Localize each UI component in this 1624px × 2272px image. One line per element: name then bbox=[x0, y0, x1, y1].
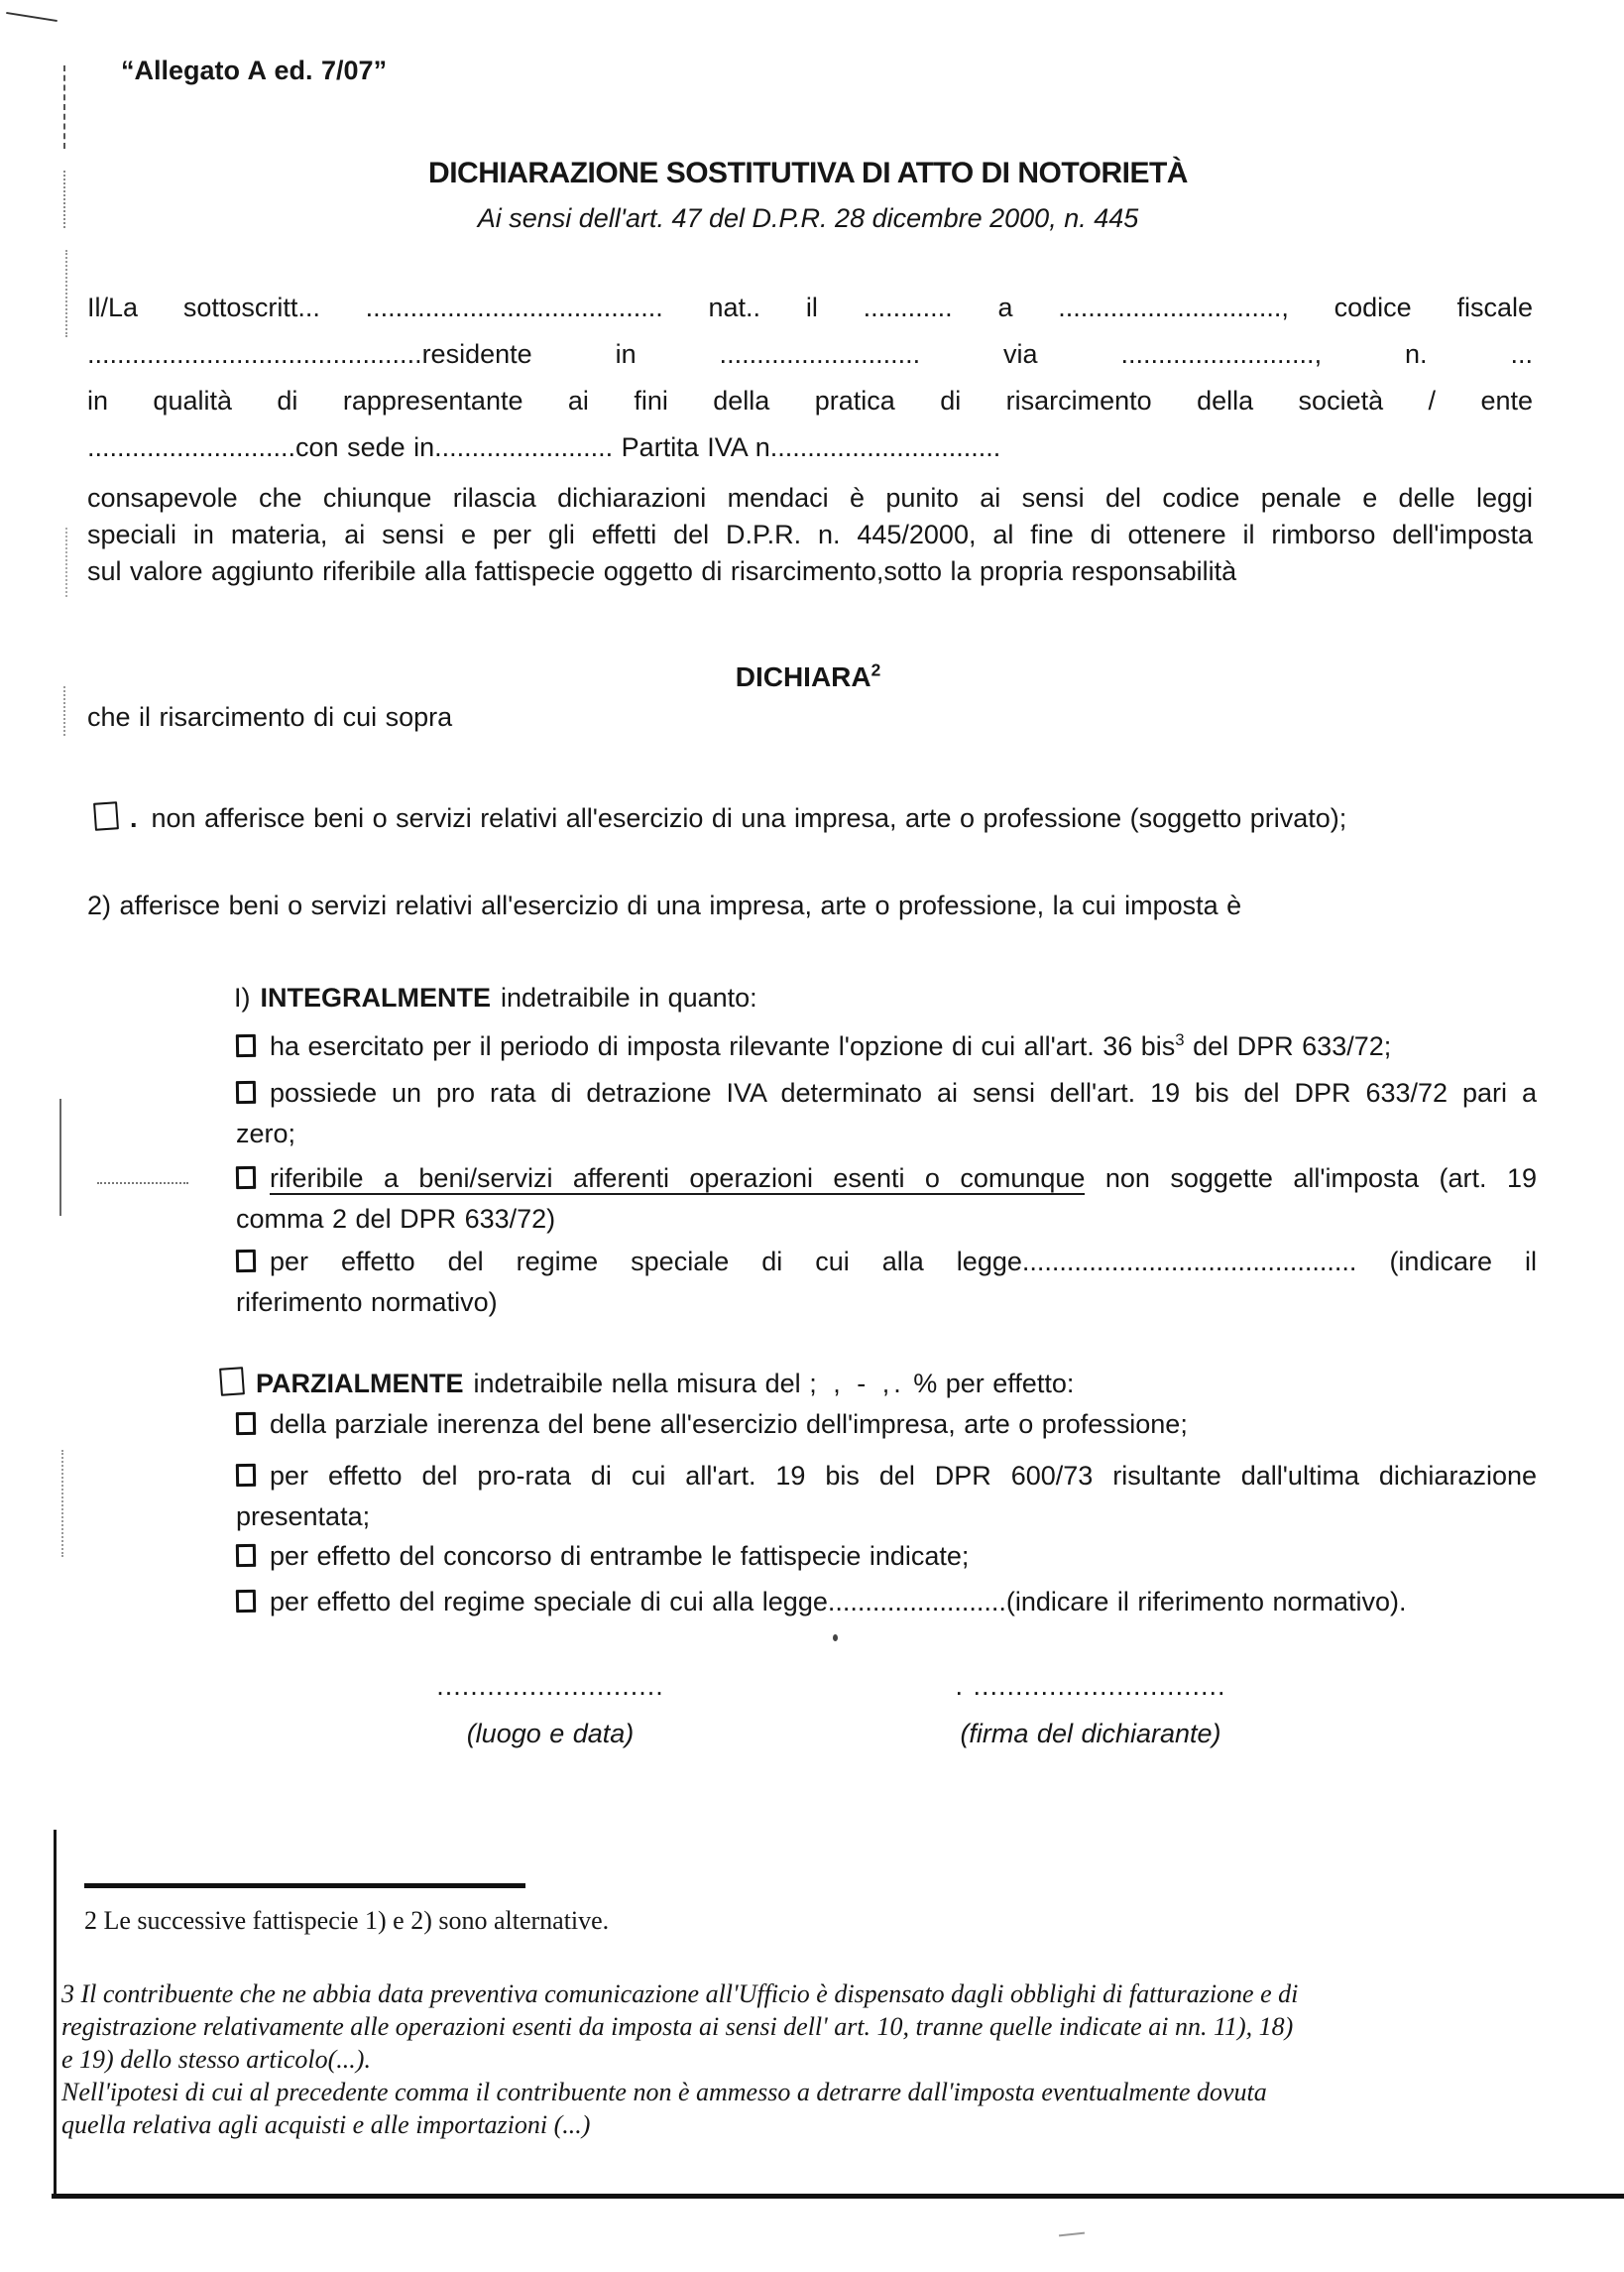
integrally-item-2 bbox=[236, 1073, 1537, 1154]
checkbox-par-3 bbox=[236, 1544, 256, 1567]
int-item4-line2: riferimento normativo) bbox=[236, 1287, 498, 1317]
checkbox-option-private bbox=[93, 801, 119, 831]
declarant-line-role: in qualità di rappresentante ai fini della pratica di risarcimento della società / ente bbox=[87, 386, 1533, 416]
int-item1-pre: ha esercitato per il periodo di imposta rilevante l'opzione di cui all'art. 36 bis bbox=[270, 1031, 1176, 1061]
checkbox-par-4 bbox=[236, 1590, 256, 1613]
page-subtitle: Ai sensi dell'art. 47 del D.P.R. 28 dicembre 2000, n. 445 bbox=[477, 203, 1139, 233]
footnote-2: 2 Le successive fattispecie 1) e 2) sono alternative. bbox=[84, 1906, 610, 1935]
integrally-num: I) bbox=[234, 983, 251, 1013]
declarant-block bbox=[87, 285, 1533, 471]
partially-item-2 bbox=[236, 1456, 1537, 1537]
int-item3-line2: comma 2 del DPR 633/72) bbox=[236, 1204, 556, 1234]
declarant-line-name: Il/La sottoscritt... ........................................ nat.. il ............ a .............................., codice fiscale bbox=[87, 293, 1533, 322]
footnote-3-line-4: Nell'ipotesi di cui al precedente comma il contribuente non è ammesso a detrarre dall'imposta eventualmente dovuta bbox=[61, 2078, 1267, 2106]
option-private-row bbox=[94, 799, 1532, 834]
declarant-line-company: ............................con sede in........................ Partita IVA n............................... bbox=[87, 432, 1001, 462]
par-item1-text: della parziale inerenza del bene all'esercizio dell'impresa, arte o professione; bbox=[270, 1409, 1188, 1439]
footnote-3 bbox=[61, 1977, 1559, 2141]
footnote-3-line-2: registrazione relativamente alle operazioni esenti da imposta ai sensi dell' art. 10, tranne quelle indicate ai nn. 11), 18) bbox=[61, 2012, 1294, 2041]
partially-keyword: PARZIALMENTE bbox=[256, 1369, 464, 1398]
integrally-rest: indetraibile in quanto: bbox=[501, 983, 757, 1013]
checkbox-dot: . bbox=[130, 803, 138, 833]
scan-line-left-6 bbox=[59, 1099, 61, 1216]
integrally-item-3 bbox=[236, 1158, 1537, 1240]
par-item2-text: per effetto del pro-rata di cui all'art. 19 bis del DPR 600/73 risultante dall'ultima dichiarazione bbox=[270, 1461, 1537, 1491]
checkbox-par-1 bbox=[236, 1412, 256, 1435]
par-item4-text: per effetto del regime speciale di cui alla legge........................(indicare il riferimento normativo). bbox=[270, 1587, 1407, 1616]
scan-line-left-2 bbox=[63, 171, 65, 228]
declaration-heading bbox=[84, 661, 1532, 693]
checkbox-int-3 bbox=[236, 1166, 256, 1189]
par-item2-line2: presentata; bbox=[236, 1501, 371, 1531]
checkbox-partially bbox=[219, 1367, 245, 1396]
partially-heading bbox=[220, 1365, 1535, 1399]
integrally-item-4 bbox=[236, 1242, 1537, 1323]
checkbox-int-4 bbox=[236, 1250, 256, 1272]
footnote-3-line-1: 3 Il contribuente che ne abbia data preventiva comunicazione all'Ufficio è dispensato dagli obblighi di fatturazione e di bbox=[61, 1979, 1299, 2008]
partially-item-4 bbox=[236, 1587, 1537, 1617]
partially-rest-post: % per effetto: bbox=[913, 1369, 1075, 1398]
declarant-line-residence: .............................................residente in ........................... via .........................., n. ... bbox=[87, 339, 1533, 369]
scan-speck-1 bbox=[833, 1634, 838, 1641]
scan-stray-dots bbox=[97, 1182, 188, 1184]
int-item4-line1 bbox=[236, 1242, 1537, 1282]
footnote-3-line-3: e 19) dello stesso articolo(...). bbox=[61, 2045, 371, 2074]
int-item4-text: per effetto del regime speciale di cui alla legge............................................. (indicare il bbox=[270, 1247, 1537, 1276]
scan-mark-topleft bbox=[6, 12, 58, 22]
scan-speck-2 bbox=[1059, 2232, 1085, 2237]
partially-item-1 bbox=[236, 1409, 1537, 1440]
checkbox-par-2 bbox=[236, 1464, 256, 1487]
int-item2-text: possiede un pro rata di detrazione IVA determinato ai sensi dell'art. 19 bis del DPR 633/72 pari a bbox=[270, 1078, 1537, 1108]
footnote-ref-3: 3 bbox=[1175, 1030, 1185, 1049]
integrally-heading bbox=[234, 983, 757, 1014]
oath-line-2: speciali in materia, ai sensi e per gli effetti del D.P.R. n. 445/2000, al fine di ottenere il rimborso dell'imposta bbox=[87, 520, 1533, 549]
footnote-ref-2: 2 bbox=[870, 659, 881, 680]
partially-rest-pre: indetraibile nella misura del bbox=[473, 1369, 801, 1398]
par-item2-line1 bbox=[236, 1456, 1537, 1496]
declaration-lead: che il risarcimento di cui sopra bbox=[87, 702, 453, 732]
oath-paragraph bbox=[87, 480, 1533, 590]
scan-line-left-7 bbox=[61, 1450, 63, 1557]
page-title: DICHIARAZIONE SOSTITUTIVA DI ATTO DI NOTORIETÀ bbox=[428, 157, 1188, 189]
bottom-page-rule bbox=[52, 2194, 1624, 2199]
percent-blank: ; , - ,. bbox=[809, 1369, 905, 1398]
place-date-label: (luogo e data) bbox=[466, 1719, 635, 1748]
option-private-text: non afferisce beni o servizi relativi all'esercizio di una impresa, arte o professione (soggetto privato); bbox=[151, 803, 1347, 833]
int-item3-rest: non soggette all'imposta (art. 19 bbox=[1104, 1163, 1537, 1193]
declaration-heading-text: DICHIARA bbox=[735, 661, 871, 692]
int-item3-line1 bbox=[236, 1158, 1537, 1199]
footnote-rule bbox=[84, 1883, 525, 1888]
par-item3-text: per effetto del concorso di entrambe le fattispecie indicate; bbox=[270, 1541, 970, 1571]
scan-line-left-8 bbox=[54, 1830, 57, 2199]
place-date-line: ........................... bbox=[436, 1671, 664, 1701]
oath-line-3: sul valore aggiunto riferibile alla fattispecie oggetto di risarcimento,sotto la propria responsabilità bbox=[87, 556, 1237, 586]
annex-label: “Allegato A ed. 7/07” bbox=[121, 56, 388, 85]
oath-line-1: consapevole che chiunque rilascia dichiarazioni mendaci è punito ai sensi del codice penale e delle leggi bbox=[87, 483, 1533, 513]
int-item3-underlined: riferibile a beni/servizi afferenti operazioni esenti o comunque bbox=[270, 1163, 1086, 1193]
signature-label: (firma del dichiarante) bbox=[960, 1719, 1221, 1748]
integrally-item-1 bbox=[236, 1031, 1537, 1062]
checkbox-int-2 bbox=[236, 1081, 256, 1104]
int-item2-line2: zero; bbox=[236, 1119, 296, 1148]
scan-line-left-5 bbox=[63, 686, 65, 736]
int-item2-line1 bbox=[236, 1073, 1537, 1114]
checkbox-int-1 bbox=[236, 1034, 256, 1057]
integrally-keyword: INTEGRALMENTE bbox=[260, 983, 491, 1013]
scan-line-left-3 bbox=[65, 250, 67, 337]
int-item1-post: del DPR 633/72; bbox=[1193, 1031, 1392, 1061]
signature-line: . .............................. bbox=[955, 1671, 1226, 1701]
scan-line-left-1 bbox=[63, 65, 65, 149]
partially-item-3 bbox=[236, 1541, 1537, 1572]
footnote-3-line-5: quella relativa agli acquisti e alle importazioni (...) bbox=[61, 2110, 591, 2139]
option-business-row: 2) afferisce beni o servizi relativi all'esercizio di una impresa, arte o professione, la cui imposta è bbox=[87, 891, 1242, 920]
scan-line-left-4 bbox=[65, 528, 67, 597]
